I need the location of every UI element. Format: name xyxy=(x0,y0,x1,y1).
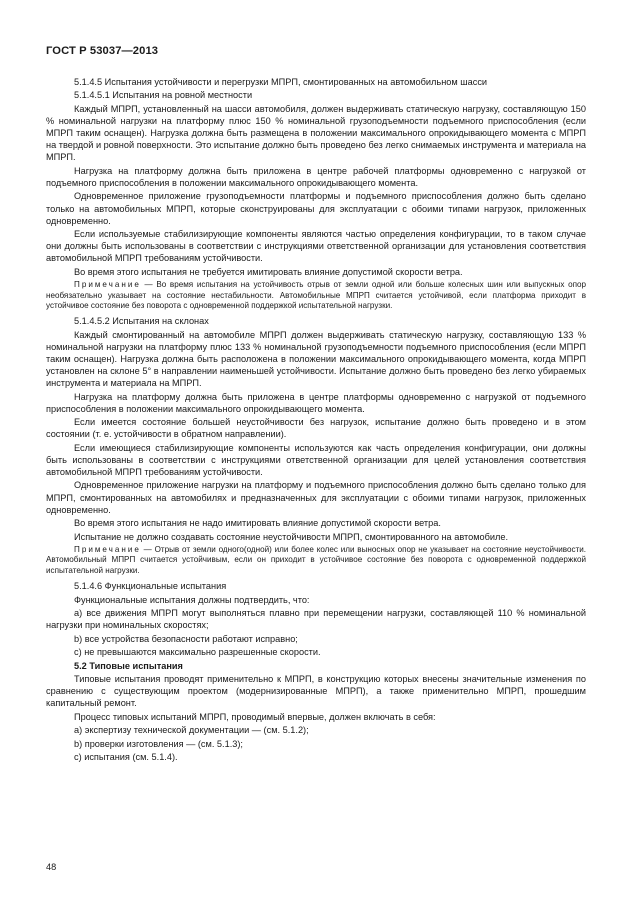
clause-line: Функциональные испытания должны подтвердить, что: xyxy=(74,594,310,605)
body-paragraph: Одновременное приложение грузоподъемности платформы и подъемного приспособления должно быть сделано только на автомобильных МПРП, которые сконструированы для эксплуатации с обоими типами нагрузок, приложенных одновременно. xyxy=(46,191,586,226)
clause-line: 5.1.4.6 Функциональные испытания xyxy=(74,581,227,592)
clause-line: b) проверки изготовления — (см. 5.1.3); xyxy=(74,738,243,749)
clause-line: c) не превышаются максимально разрешенные скорости. xyxy=(74,647,321,658)
body-paragraph: Если используемые стабилизирующие компоненты являются частью определения конфигурации, то в таком случае они должны быть использованы в соответствии с инструкциями ответственной организации для установления соответствия автомобильной МПРП требованиям устойчивости. xyxy=(46,229,586,264)
document-header: ГОСТ Р 53037—2013 xyxy=(46,45,159,57)
body-paragraph: Если имеющиеся стабилизирующие компоненты используются как часть определения конфигурации, они должны быть использованы в соответствии с инструкциями ответственной организации для целей установления соответствия автомобильной МПРП требованиям устойчивости. xyxy=(46,442,586,477)
clause-line: a) экспертизу технической документации — (см. 5.1.2); xyxy=(74,725,309,736)
body-paragraph: Во время этого испытания не надо имитировать влияние допустимой скорости ветра. xyxy=(74,518,441,529)
clause-line: c) испытания (см. 5.1.4). xyxy=(74,752,178,763)
note-label: Примечание xyxy=(74,279,141,289)
body-paragraph: Во время этого испытания не требуется имитировать влияние допустимой скорости ветра. xyxy=(74,266,463,277)
page-number: 48 xyxy=(46,862,57,872)
body-paragraph: a) все движения МПРП могут выполняться плавно при перемещении нагрузки, составляющей 110 % номинальной нагрузки при номинальных скоростях; xyxy=(46,608,586,631)
note-label: Примечание xyxy=(74,544,141,554)
body-paragraph: Нагрузка на платформу должна быть приложена в центре платформы одновременно с нагрузкой от подъемного приспособления в положении максимального опрокидывающего момента. xyxy=(46,391,586,414)
clause-line: b) все устройства безопасности работают исправно; xyxy=(74,633,298,644)
note-paragraph xyxy=(46,280,586,312)
body-paragraph: Если имеется состояние большей неустойчивости без нагрузок, испытание должно быть проведено и в этом состоянии (т. е. устойчивости в обратном направлении). xyxy=(46,417,586,440)
clause-line: 5.1.4.5 Испытания устойчивости и перегрузки МПРП, смонтированных на автомобильном шасси xyxy=(74,77,488,87)
body-paragraph: Одновременное приложение нагрузки на платформу и подъемного приспособления должно быть сделано только для МПРП, смонтированных на автомобилях и предназначенных для эксплуатации с обоими типами нагрузок, приложенных одновременно. xyxy=(46,480,586,515)
note-paragraph xyxy=(46,545,586,577)
document-body xyxy=(46,76,586,765)
body-paragraph: Каждый смонтированный на автомобиле МПРП должен выдерживать статическую нагрузку, составляющую 133 % номинальной нагрузки на платформу плюс 133 % номинальной грузоподъемности подъемного приспособления (если МПРП таким оснащен). Нагрузка должна быть расположена в положении максимального опрокидывающего момента, когда МПРП установлен на склоне 5° в направлении наименьшей устойчивости. Испытание должно быть проведено без легко убираемых инструмента и материала на МПРП. xyxy=(46,329,586,389)
body-paragraph: Нагрузка на платформу должна быть приложена в центре рабочей платформы одновременно с нагрузкой от подъемного приспособления в положении максимального опрокидывающего момента. xyxy=(46,165,586,188)
body-paragraph: Испытание не должно создавать состояние неустойчивости МПРП, смонтированного на автомобиле. xyxy=(74,531,509,542)
body-paragraph: Типовые испытания проводят применительно к МПРП, в конструкцию которых внесены значительные изменения по сравнению с существующим проектом (модернизированные МПРП), а также применительно МПРП, прошедшим капитальный ремонт. xyxy=(46,674,586,709)
clause-line: Процесс типовых испытаний МПРП, проводимый впервые, должен включать в себя: xyxy=(74,711,436,722)
body-paragraph: Каждый МПРП, установленный на шасси автомобиля, должен выдерживать статическую нагрузку, составляющую 150 % номинальной нагрузки на платформу плюс 150 % номинальной грузоподъемности подъемного приспособления (если МПРП таким оснащен). Нагрузка должна быть размещена в положении максимального опрокидывающего момента с МПРП на твердой и ровной поверхности. Это испытание должно быть проведено без легко снимаемых инструмента и материала на МПРП. xyxy=(46,103,586,163)
note-text: — Отрыв от земли одного(одной) или более колес или выносных опор не указывает на состояние неустойчивости. Автомобильный МПРП считается устойчивым, если он приходит в устойчивое состояние без поворота с одновременной поддержкой испытательной нагрузки. xyxy=(46,544,586,576)
clause-line: 5.1.4.5.1 Испытания на ровной местности xyxy=(74,90,253,101)
clause-line: 5.1.4.5.2 Испытания на склонах xyxy=(74,316,209,327)
note-text: — Во время испытания на устойчивость отрыв от земли одной или больше колесных шин или выпускных опор необязательно указывает на состояние нестабильности. Автомобильные МПРП считается устойчивой, если платформа приходит в устойчивое состояние без поворота с одновременной поддержкой испытательной нагрузки. xyxy=(46,279,586,311)
section-heading: 5.2 Типовые испытания xyxy=(74,660,183,671)
